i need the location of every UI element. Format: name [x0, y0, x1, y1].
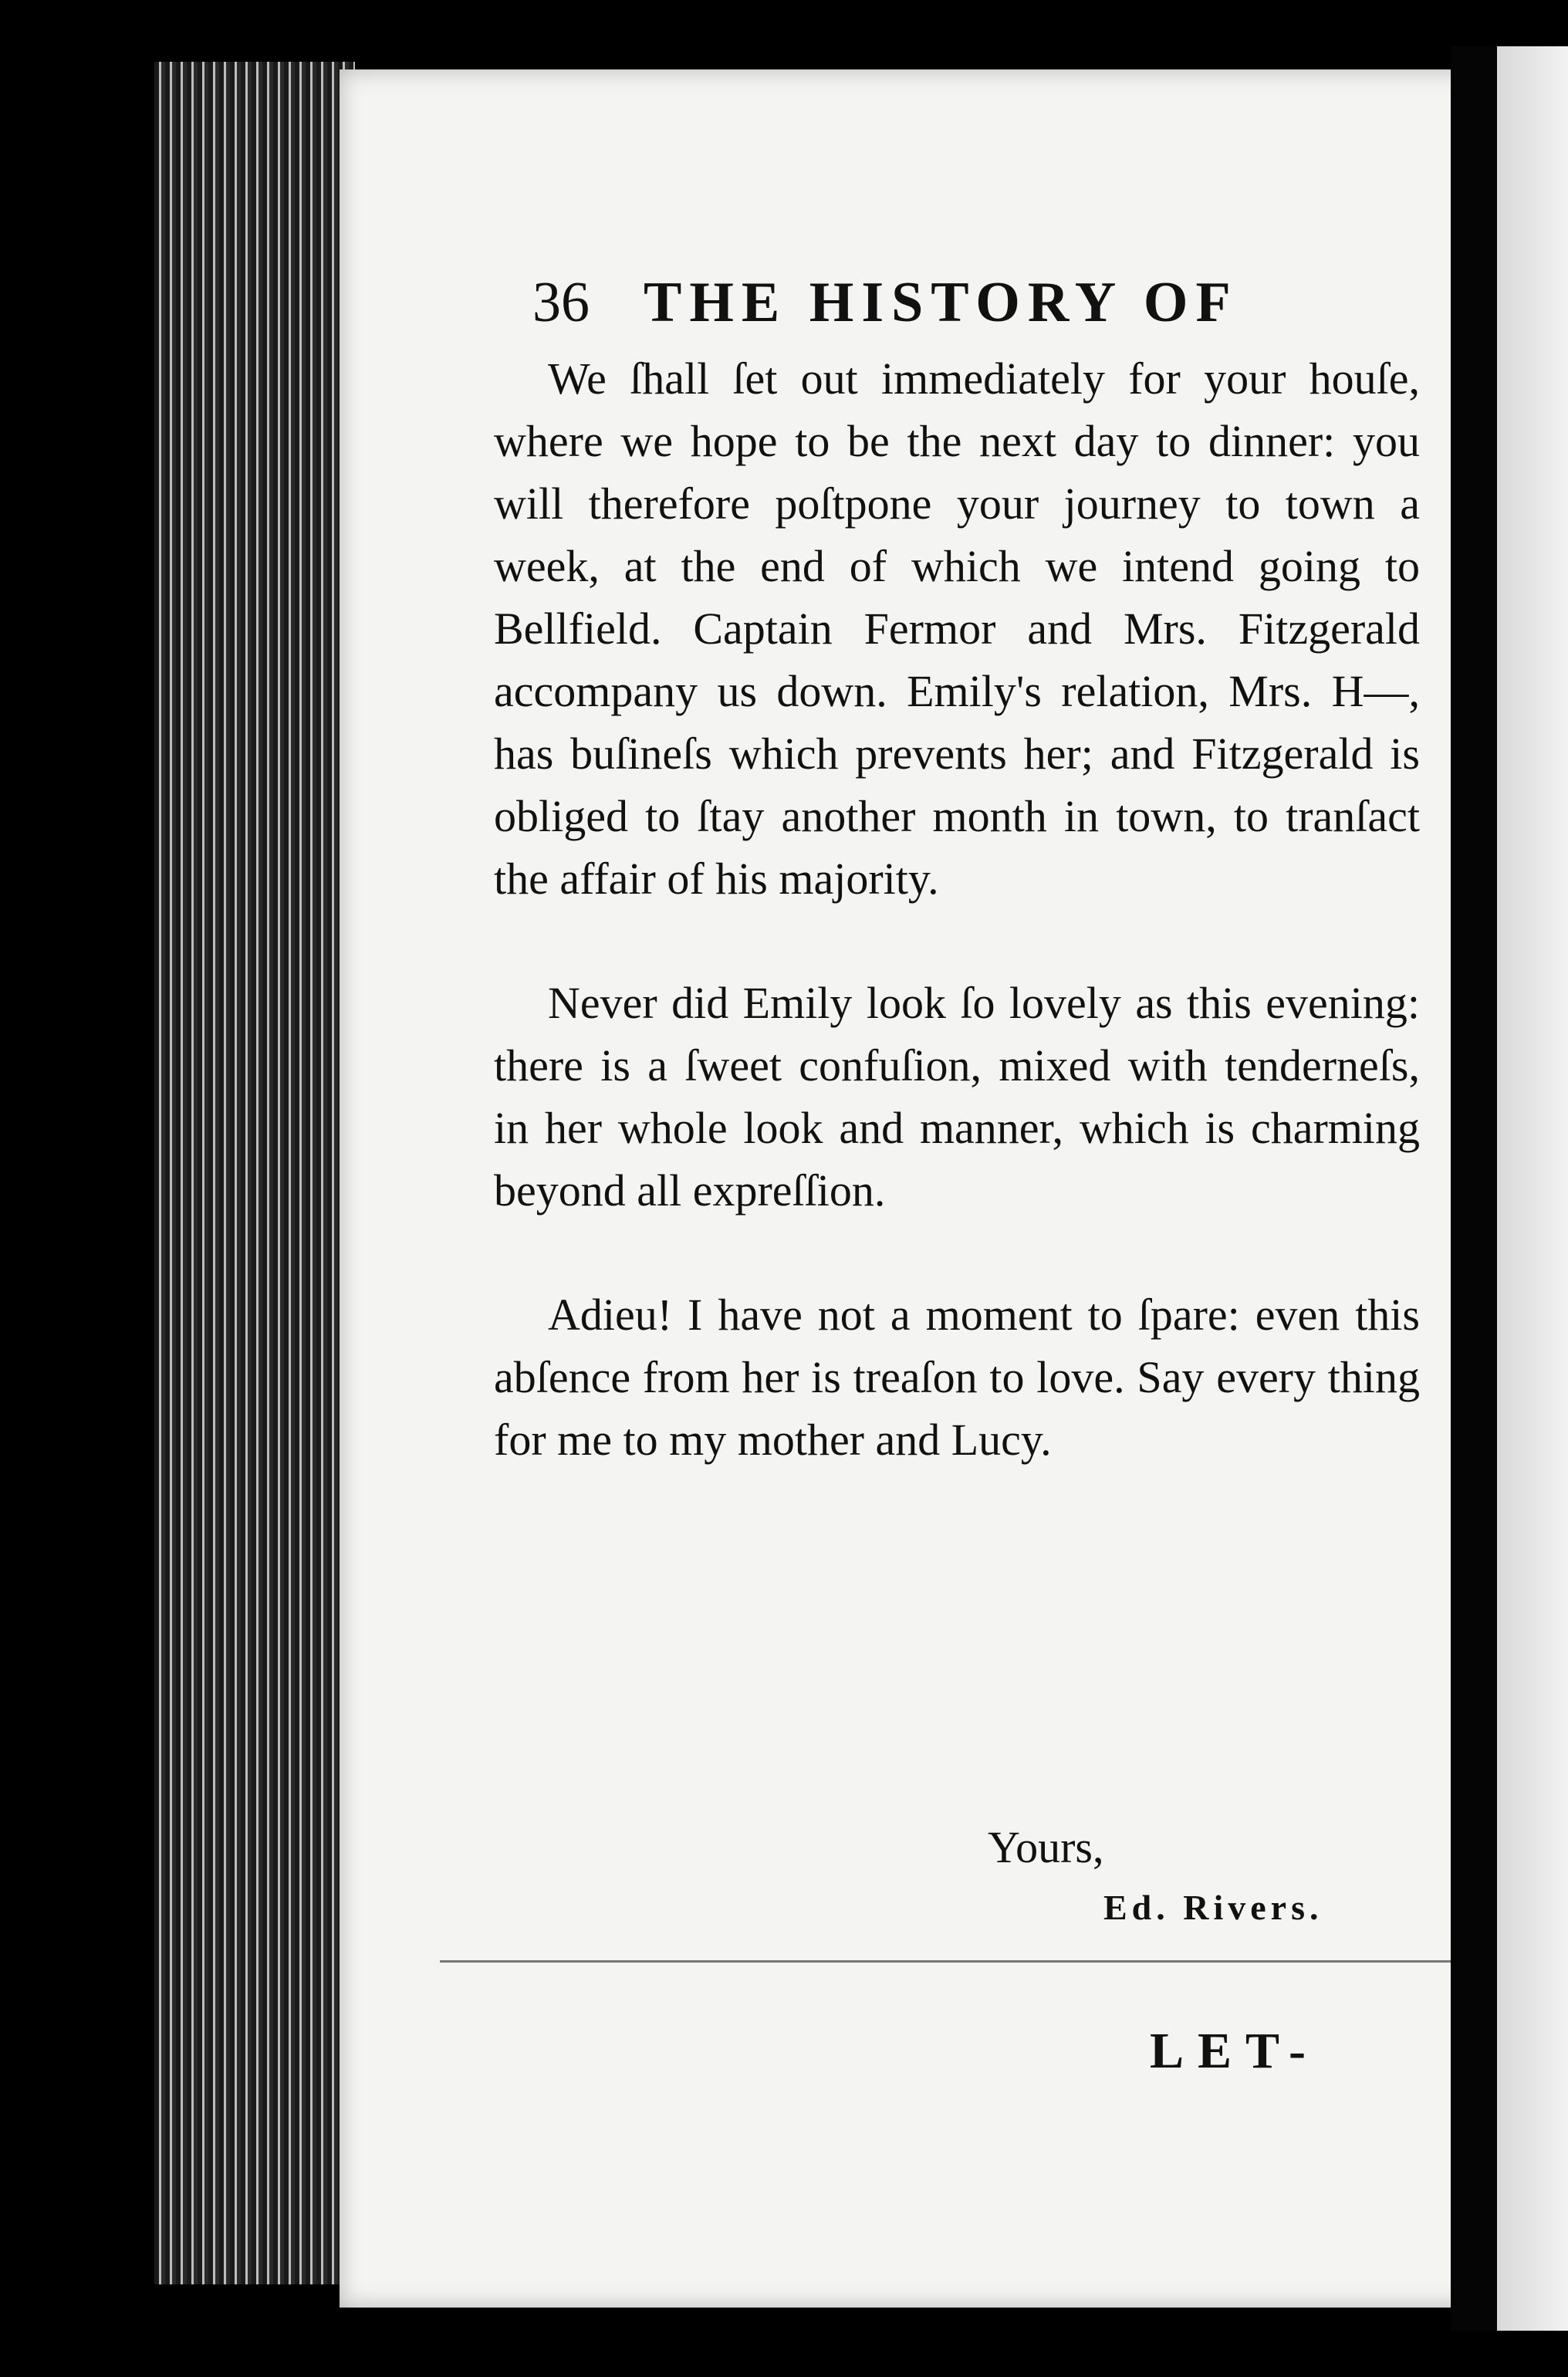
letter-body [494, 347, 1420, 1533]
paragraph-3: Adieu! I have not a moment to ſpare: even this abſence from her is treaſon to love. Say every thing for me to my mother and Lucy. [494, 1290, 1420, 1465]
paragraph-2: Never did Emily look ſo lovely as this evening: there is a ſweet confuſion, mixed with tenderneſs, in her whole look and manner, which is charming beyond all expreſſion. [494, 978, 1420, 1216]
page-number: 36 [532, 271, 590, 334]
paragraph-1: We ſhall ſet out immediately for your houſe, where we hope to be the next day to dinner: you will therefore poſtpone your journey to town a week, at the end of which we intend going to Bellfield. Captain Fermor and Mrs. Fitzgerald accompany us down. Emily's relation, Mrs. H—, has buſineſs which prevents her; and Fitzgerald is obliged to ſtay another month in town, to tranſact the affair of his majority. [494, 353, 1420, 904]
signature: Ed. Rivers. [1103, 1888, 1323, 1927]
book-page [340, 69, 1482, 2308]
book-binding [154, 62, 355, 2284]
page-divider [440, 1960, 1482, 1963]
letter-closing [494, 1821, 1420, 1928]
running-head [532, 270, 1458, 336]
running-title: THE HISTORY OF [644, 271, 1239, 334]
catchword: LET- [1150, 2023, 1320, 2079]
facing-page-edge [1451, 46, 1568, 2331]
closing-salutation: Yours, [988, 1822, 1104, 1872]
